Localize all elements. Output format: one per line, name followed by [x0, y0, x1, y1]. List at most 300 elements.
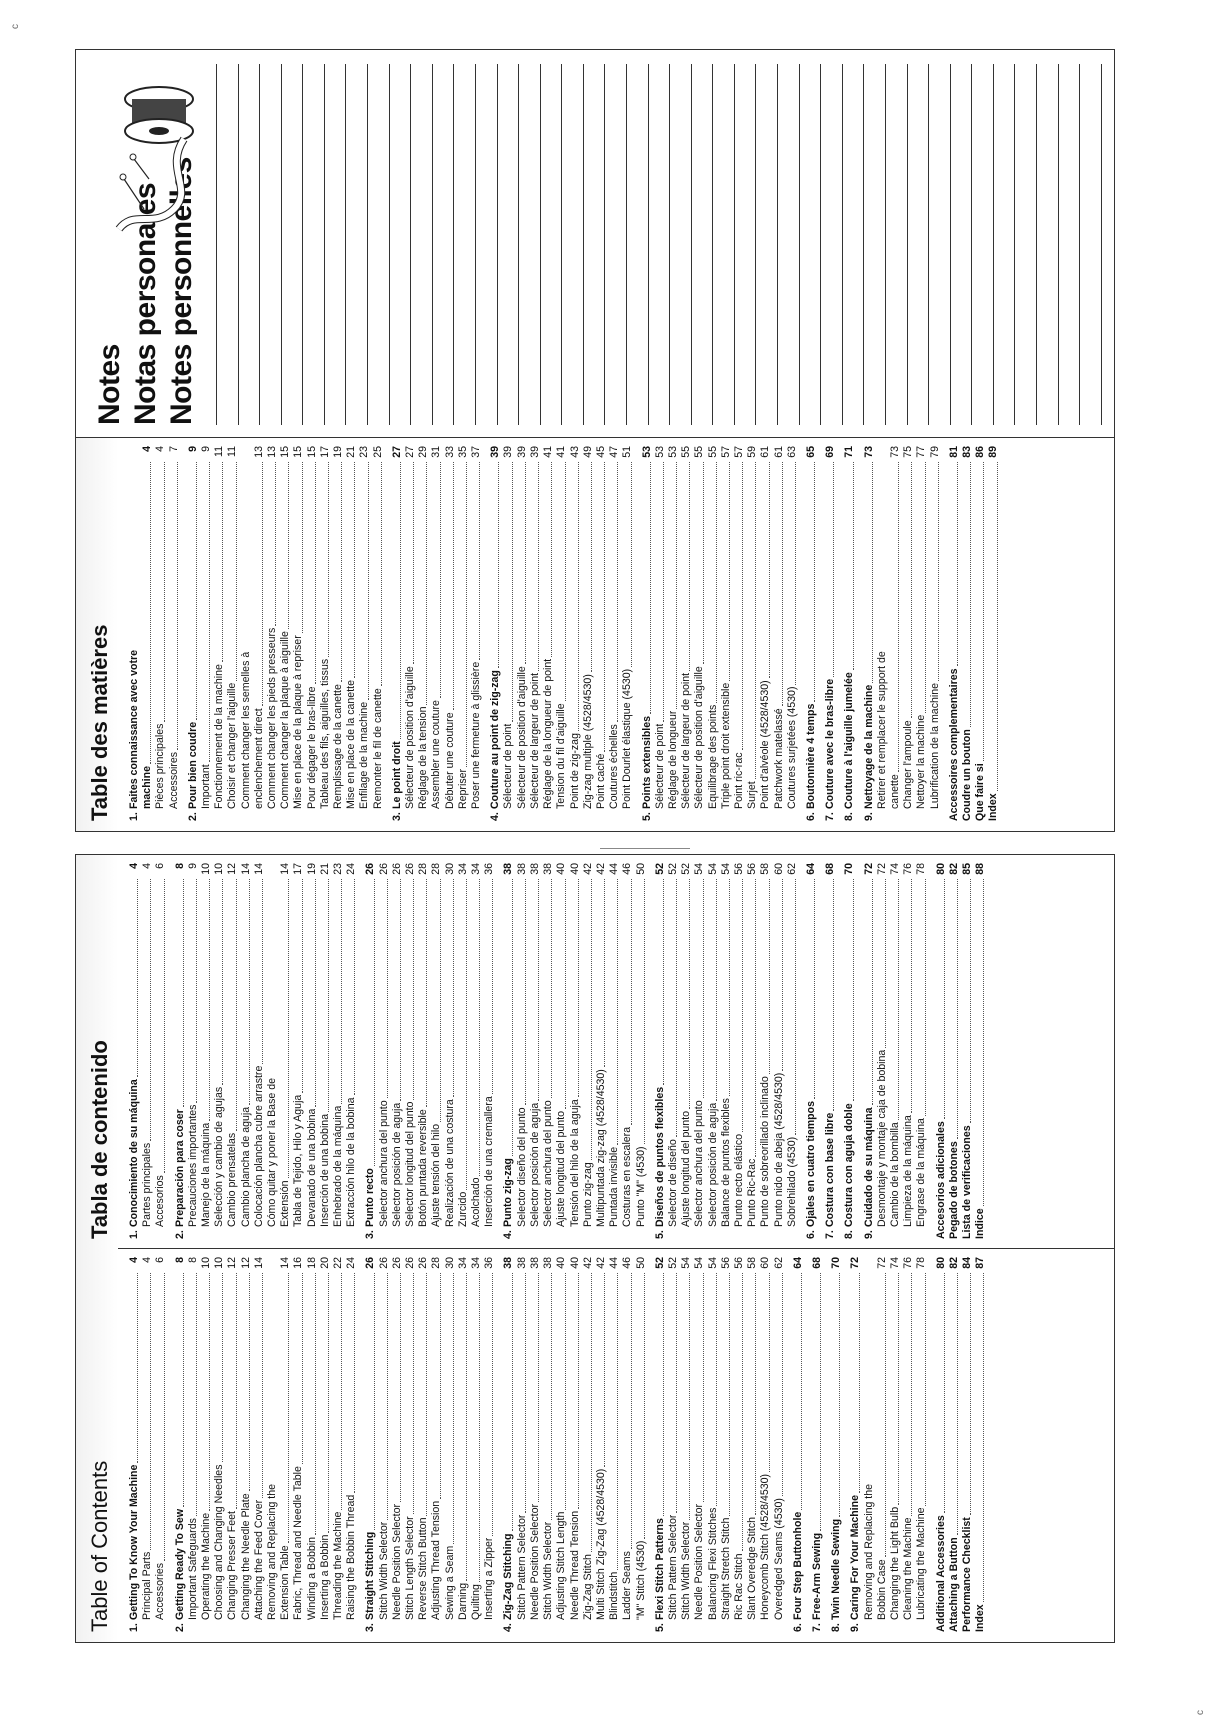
- toc-section-number: 7.: [824, 1230, 837, 1239]
- note-line: [712, 64, 713, 425]
- toc-section-number: 6.: [791, 1623, 804, 1632]
- toc-page-number: 56: [746, 863, 759, 875]
- toc-page-number: 42: [594, 863, 607, 875]
- toc-entry: [470, 1257, 483, 1632]
- toc-page-number: 43: [568, 446, 581, 458]
- note-line: [281, 64, 282, 425]
- dot-leader: [935, 879, 945, 1119]
- toc-page-number: 54: [693, 863, 706, 875]
- dot-leader: [773, 462, 783, 706]
- toc-page-number: 22: [332, 1257, 345, 1269]
- toc-entry-title: Selector posición de aguja: [706, 1102, 719, 1227]
- toc-entry-title: Accessoires: [167, 751, 180, 809]
- toc-section-number: 8.: [843, 812, 856, 821]
- toc-page-number: 26: [364, 863, 377, 875]
- dot-leader: [141, 462, 151, 764]
- note-line: [1079, 64, 1080, 425]
- toc-entry-title: Assembler une couture: [430, 700, 443, 809]
- toc-entry: [889, 446, 902, 821]
- toc-page-number: 33: [443, 446, 456, 458]
- toc-entry-title: Lista de verificaciones: [960, 1125, 973, 1239]
- toc-entry-title: Cambio plancha de aguja: [239, 1106, 252, 1227]
- toc-page-number: 39: [489, 446, 502, 458]
- toc-entry: [733, 446, 746, 821]
- toc-entry: [693, 863, 706, 1239]
- toc-section-number: 4.: [502, 1623, 515, 1632]
- note-line: [238, 64, 239, 425]
- dot-leader: [863, 1273, 873, 1482]
- dot-leader: [542, 879, 552, 1098]
- dot-leader: [720, 879, 730, 1096]
- toc-entry: [948, 863, 961, 1239]
- toc-page-number: 50: [634, 863, 647, 875]
- toc-entry: [680, 863, 693, 1239]
- toc-entry: [306, 863, 319, 1239]
- toc-entry: [364, 863, 377, 1239]
- toc-entry: [773, 1257, 786, 1632]
- toc-page-number: [266, 863, 279, 877]
- toc-section-number: 7.: [810, 1623, 823, 1632]
- dot-leader: [444, 879, 454, 1097]
- toc-entry: [502, 1257, 515, 1632]
- toc-entry-title: Sélecteur de position d'aiguille: [515, 666, 528, 809]
- toc-entry-title: Darning: [456, 1582, 469, 1620]
- toc-entry-title: Index: [974, 1604, 987, 1632]
- toc-entry: [444, 446, 457, 821]
- dot-leader: [621, 462, 631, 667]
- toc-entry-title: Poser une fermeture à glissière: [470, 661, 483, 809]
- dot-leader: [279, 1273, 289, 1543]
- toc-page-number: 23: [358, 446, 371, 458]
- toc-entry: [667, 446, 680, 821]
- toc-entry: [378, 1257, 391, 1632]
- toc-page-number: 27: [390, 446, 403, 458]
- toc-entry-title: canette: [888, 774, 901, 809]
- toc-entry-title: Mise en place de la plaque à repriser: [292, 635, 305, 809]
- toc-page-number: 77: [915, 446, 928, 458]
- toc-entry-title: Extracción hilo de la bobina: [345, 1097, 358, 1227]
- dot-leader: [154, 879, 164, 1173]
- dot-leader: [786, 462, 796, 685]
- toc-page-number: 31: [430, 446, 443, 458]
- toc-entry: [707, 1257, 720, 1632]
- toc-entry: [555, 1257, 568, 1632]
- toc-entry-title: Equilibrage des points: [706, 704, 719, 809]
- toc-entry-title: machine: [141, 766, 154, 809]
- toc-entry: [773, 863, 786, 1239]
- note-line: [561, 64, 562, 425]
- toc-entry-title: Attaching a Button: [947, 1537, 960, 1632]
- dot-leader: [746, 462, 756, 779]
- dot-leader: [529, 1273, 539, 1502]
- toc-page-number: 42: [581, 863, 594, 875]
- toc-section-number: 3.: [364, 1623, 377, 1632]
- dot-leader: [974, 462, 984, 761]
- corner-mark: c: [10, 24, 21, 29]
- toc-entry-title: Enfilage de la machine: [358, 701, 371, 809]
- toc-page-number: 38: [542, 1257, 555, 1269]
- toc-page-number: 54: [719, 863, 732, 875]
- toc-page-number: 34: [456, 863, 469, 875]
- dot-leader: [961, 462, 971, 727]
- toc-page-number: 11: [226, 446, 239, 457]
- toc-page-number: 36: [483, 863, 496, 875]
- toc-entry-title: Cambio prensatelas: [226, 1132, 239, 1227]
- toc-page-number: 10: [200, 863, 213, 875]
- toc-page-number: 62: [785, 863, 798, 875]
- toc-entry-title: Remonter le fil de canette: [371, 688, 384, 809]
- dot-leader: [516, 462, 526, 664]
- toc-entry-title: Diseños de puntos flexibles: [653, 1086, 666, 1227]
- toc-page-number: 64: [791, 1257, 804, 1269]
- dot-leader: [786, 879, 796, 1135]
- dot-leader: [987, 462, 997, 791]
- toc-entry-title: Getting Ready To Sew: [173, 1508, 186, 1620]
- dot-leader: [733, 1273, 743, 1551]
- toc-page-number: 40: [568, 1257, 581, 1269]
- dot-leader: [902, 879, 912, 1113]
- toc-entry: [635, 1257, 648, 1632]
- dot-leader: [529, 879, 539, 1101]
- note-line: [453, 64, 454, 425]
- toc-entry-title: Threading the Machine: [332, 1511, 345, 1620]
- toc-entry-title: Flexi Stitch Patterns: [653, 1518, 666, 1620]
- dot-leader: [759, 462, 769, 678]
- note-line: [540, 64, 541, 425]
- toc-entry-title: Stitch Pattern Selector: [515, 1514, 528, 1620]
- note-line: [410, 64, 411, 425]
- toc-entry-title: Choisir et changer l'aiguille: [226, 682, 239, 809]
- toc-page-number: 15: [279, 446, 292, 458]
- toc-page-number: 60: [772, 863, 785, 875]
- note-line: [1058, 64, 1059, 425]
- toc-entry-title: Balancing Flexi Stitches: [706, 1507, 719, 1620]
- toc-french-panel: [75, 437, 1115, 832]
- toc-page-number: 50: [634, 1257, 647, 1269]
- dot-leader: [306, 462, 316, 685]
- note-line: [863, 64, 864, 425]
- toc-entry: [805, 446, 818, 821]
- dot-leader: [502, 879, 512, 1156]
- toc-entry-title: Overedged Seams (4530): [772, 1498, 785, 1620]
- toc-page-number: 78: [915, 1257, 928, 1269]
- note-line: [1101, 64, 1102, 425]
- dot-leader: [849, 1273, 859, 1493]
- toc-entry: [391, 863, 404, 1239]
- toc-entry: [417, 1257, 430, 1632]
- toc-page-number: 88: [974, 863, 987, 875]
- toc-entry: [621, 1257, 634, 1632]
- note-line: [345, 64, 346, 425]
- toc-entry: [174, 863, 187, 1239]
- dot-leader: [555, 879, 565, 1109]
- toc-entry-title: Precauciones importantes: [186, 1104, 199, 1227]
- toc-section-number: 2.: [173, 1623, 186, 1632]
- toc-entry-title: Balance de puntos flexibles: [719, 1098, 732, 1227]
- toc-page-number: 74: [888, 863, 901, 875]
- dot-leader: [830, 1273, 840, 1517]
- toc-entry-title: Sélecteur de point: [502, 723, 515, 809]
- dot-leader: [889, 879, 899, 1120]
- dot-leader: [961, 1273, 971, 1515]
- toc-entry: [929, 446, 942, 821]
- toc-entry-title: Selector de diseño: [666, 1139, 679, 1227]
- toc-entry: [824, 446, 837, 821]
- toc-entry-title: Bobbin Case: [875, 1559, 888, 1620]
- toc-page-number: 76: [902, 863, 915, 875]
- toc-entry-title: Ladder Seams: [621, 1551, 634, 1620]
- toc-page-number: 54: [693, 1257, 706, 1269]
- toc-entry-title: Pegado de botones: [947, 1141, 960, 1239]
- toc-entry-title: Conocimiento de su máquina: [128, 1079, 140, 1227]
- toc-entry-title: Fabric, Thread and Needle Table: [292, 1466, 305, 1620]
- toc-entry: [824, 863, 837, 1239]
- toc-entry-title: Pour bien coudre: [186, 721, 199, 809]
- toc-page-number: 28: [430, 863, 443, 875]
- notes-panel: [75, 49, 1115, 439]
- toc-entry-title: Coudre un bouton: [960, 729, 973, 821]
- toc-entry-title: Pièces principales: [154, 723, 167, 809]
- toc-page-number: 4: [128, 863, 140, 869]
- note-line: [842, 64, 843, 425]
- toc-page-number: 10: [200, 1257, 213, 1269]
- toc-section-number: 9.: [862, 1230, 875, 1239]
- toc-page-number: 68: [824, 863, 837, 875]
- toc-page-number: 55: [693, 446, 706, 458]
- dot-leader: [948, 879, 958, 1139]
- dot-leader: [253, 462, 263, 706]
- toc-entry-title: Tableau des fils, aiguilles, tissus: [318, 658, 331, 809]
- dot-leader: [843, 462, 853, 670]
- toc-page-number: 63: [785, 446, 798, 458]
- dot-leader: [292, 1273, 302, 1464]
- dot-leader: [187, 462, 197, 720]
- dot-leader: [680, 879, 690, 1109]
- toc-page-number: 58: [759, 863, 772, 875]
- toc-page-number: 42: [594, 1257, 607, 1269]
- toc-page-number: 26: [404, 1257, 417, 1269]
- toc-page-number: 10: [213, 1257, 226, 1269]
- dot-leader: [915, 462, 925, 713]
- toc-entry: [759, 446, 772, 821]
- toc-entry: [516, 446, 529, 821]
- toc-page-number: 72: [849, 1257, 862, 1269]
- toc-entry: [417, 863, 430, 1239]
- dot-leader: [773, 1273, 783, 1496]
- dot-leader: [240, 1273, 250, 1491]
- toc-entry: [773, 446, 786, 821]
- dot-leader: [253, 1273, 263, 1498]
- dot-leader: [595, 879, 605, 1067]
- toc-entry: [128, 446, 141, 821]
- toc-entry: [457, 1257, 470, 1632]
- toc-page-number: 72: [875, 863, 888, 875]
- dot-leader: [805, 462, 815, 702]
- toc-page-number: 11: [213, 446, 226, 457]
- toc-entry-title: Ojales en cuatro tiempos: [804, 1101, 817, 1227]
- toc-page-number: 44: [608, 1257, 621, 1269]
- toc-entry: [444, 1257, 457, 1632]
- dot-leader: [372, 462, 382, 686]
- toc-entry: [213, 1257, 226, 1632]
- toc-entry: [444, 863, 457, 1239]
- toc-entry: [372, 446, 385, 821]
- toc-entry: [974, 863, 987, 1239]
- toc-entry-title: Selector diseño del punto: [515, 1107, 528, 1227]
- notes-title-en: Notes: [93, 344, 126, 425]
- dot-leader: [555, 1273, 565, 1510]
- toc-page-number: 26: [364, 1257, 377, 1269]
- toc-entry: [240, 1257, 253, 1632]
- toc-page-number: 37: [470, 446, 483, 458]
- toc-entry: [489, 446, 502, 821]
- toc-section-number: 7.: [824, 812, 837, 821]
- toc-entry: [128, 1257, 141, 1632]
- dot-leader: [279, 879, 289, 1178]
- toc-page-number: 52: [653, 863, 666, 875]
- toc-entry: [213, 863, 226, 1239]
- toc-entry: [746, 446, 759, 821]
- dot-leader: [213, 462, 223, 662]
- dot-leader: [417, 462, 427, 705]
- toc-entry: [595, 863, 608, 1239]
- toc-entry: [786, 446, 799, 821]
- dot-leader: [332, 462, 342, 682]
- toc-entry: [502, 863, 515, 1239]
- toc-page-number: 7: [167, 446, 180, 452]
- spool-and-tape-measure-illustration: [104, 59, 214, 249]
- dot-leader: [444, 1273, 454, 1544]
- toc-entry: [693, 446, 706, 821]
- toc-entry: [961, 446, 974, 821]
- toc-entry-title: Partes principales: [141, 1142, 154, 1227]
- toc-page-number: 80: [934, 863, 947, 875]
- toc-page-number: 4: [128, 1257, 140, 1263]
- toc-entry: [680, 1257, 693, 1632]
- dot-leader: [489, 462, 499, 668]
- dot-leader: [292, 879, 302, 1093]
- toc-entry-title: Indice: [974, 1208, 987, 1239]
- toc-entry-title: Limpieza de la máquina: [902, 1115, 915, 1227]
- toc-page-number: 35: [456, 446, 469, 458]
- toc-entry: [345, 863, 358, 1239]
- toc-entry: [595, 446, 608, 821]
- note-line: [367, 64, 368, 425]
- toc-entry-title: Le point droit: [390, 741, 403, 809]
- dot-leader: [430, 462, 440, 698]
- toc-page-number: 12: [239, 1257, 252, 1269]
- dot-leader: [266, 1273, 276, 1482]
- toc-section-number: 8.: [843, 1230, 856, 1239]
- toc-english-title: Table of Contents: [76, 1249, 118, 1642]
- dot-leader: [902, 462, 912, 718]
- toc-entry: [457, 446, 470, 821]
- toc-page-number: 83: [960, 446, 973, 458]
- dot-leader: [608, 1273, 618, 1570]
- dot-leader: [226, 1273, 236, 1509]
- dot-leader: [483, 1273, 493, 1536]
- note-line: [1014, 64, 1015, 425]
- toc-entry: [759, 863, 772, 1239]
- toc-entry-title: Point d'alvéole (4528/4530): [759, 680, 772, 809]
- toc-entry: [693, 1257, 706, 1632]
- toc-page-number: 56: [719, 1257, 732, 1269]
- toc-entry: [226, 863, 239, 1239]
- note-lines: [216, 64, 1102, 425]
- toc-entry: [889, 863, 902, 1239]
- dot-leader: [306, 879, 316, 1107]
- dot-leader: [358, 462, 368, 700]
- toc-entry-title: Index: [987, 793, 1000, 821]
- toc-entry: [292, 446, 305, 821]
- dot-leader: [128, 1273, 138, 1463]
- dot-leader: [693, 1273, 703, 1502]
- dot-leader: [876, 879, 886, 1048]
- toc-entry: [608, 863, 621, 1239]
- toc-english-list: [118, 1249, 987, 1642]
- toc-entry: [843, 863, 856, 1239]
- toc-section-number: 6.: [804, 812, 817, 821]
- dot-leader: [279, 462, 289, 629]
- corner-mark: c: [1195, 1710, 1206, 1715]
- toc-entry: [358, 446, 371, 821]
- toc-entry-title: Adjusting Thread Tension: [430, 1500, 443, 1620]
- dot-leader: [529, 462, 539, 671]
- toc-entry-title: Ajuste longitud del punto: [680, 1110, 693, 1227]
- dot-leader: [457, 879, 467, 1190]
- dot-leader: [654, 462, 664, 722]
- toc-entry: [948, 1257, 961, 1632]
- toc-page-number: 44: [608, 863, 621, 875]
- toc-page-number: 8: [173, 1257, 186, 1263]
- toc-entry: [200, 446, 213, 821]
- toc-entry-title: Colocación plancha cubre arrastre: [252, 1065, 265, 1227]
- dot-leader: [641, 462, 651, 714]
- note-line: [432, 64, 433, 425]
- toc-page-number: 12: [226, 1257, 239, 1269]
- toc-entry: [187, 863, 200, 1239]
- toc-page-number: 46: [621, 1257, 634, 1269]
- toc-page-number: 9: [200, 446, 213, 452]
- toc-entry-title: Straight Stretch Stitch: [719, 1517, 732, 1620]
- toc-page-number: 49: [581, 446, 594, 458]
- toc-entry-title: Punto zig-zag: [502, 1158, 515, 1227]
- toc-entry: [569, 1257, 582, 1632]
- note-line: [216, 64, 217, 425]
- toc-entry: [226, 1257, 239, 1632]
- dot-leader: [667, 879, 677, 1137]
- dot-leader: [345, 1273, 355, 1493]
- toc-entry-title: Réglage de la longueur de point: [542, 658, 555, 809]
- dot-leader: [608, 879, 618, 1145]
- dot-leader: [582, 879, 592, 1160]
- toc-entry-title: Changing the Needle Plate: [239, 1493, 252, 1620]
- toc-entry-title: Selector anchura del punto: [542, 1100, 555, 1227]
- toc-page-number: 52: [653, 1257, 666, 1269]
- toc-entry-title: Straight Stitching: [364, 1531, 377, 1620]
- toc-entry: [974, 446, 987, 821]
- toc-entry-title: Punto nido de abeja (4528/4530): [772, 1072, 785, 1227]
- note-line: [626, 64, 627, 425]
- toc-page-number: 26: [377, 1257, 390, 1269]
- toc-entry: [240, 863, 253, 1239]
- toc-entry: [935, 1257, 948, 1632]
- toc-entry: [863, 1257, 876, 1632]
- dot-leader: [843, 879, 853, 1101]
- dot-leader: [720, 1273, 730, 1516]
- toc-page-number: 13: [252, 446, 265, 458]
- fold-line: [600, 848, 690, 849]
